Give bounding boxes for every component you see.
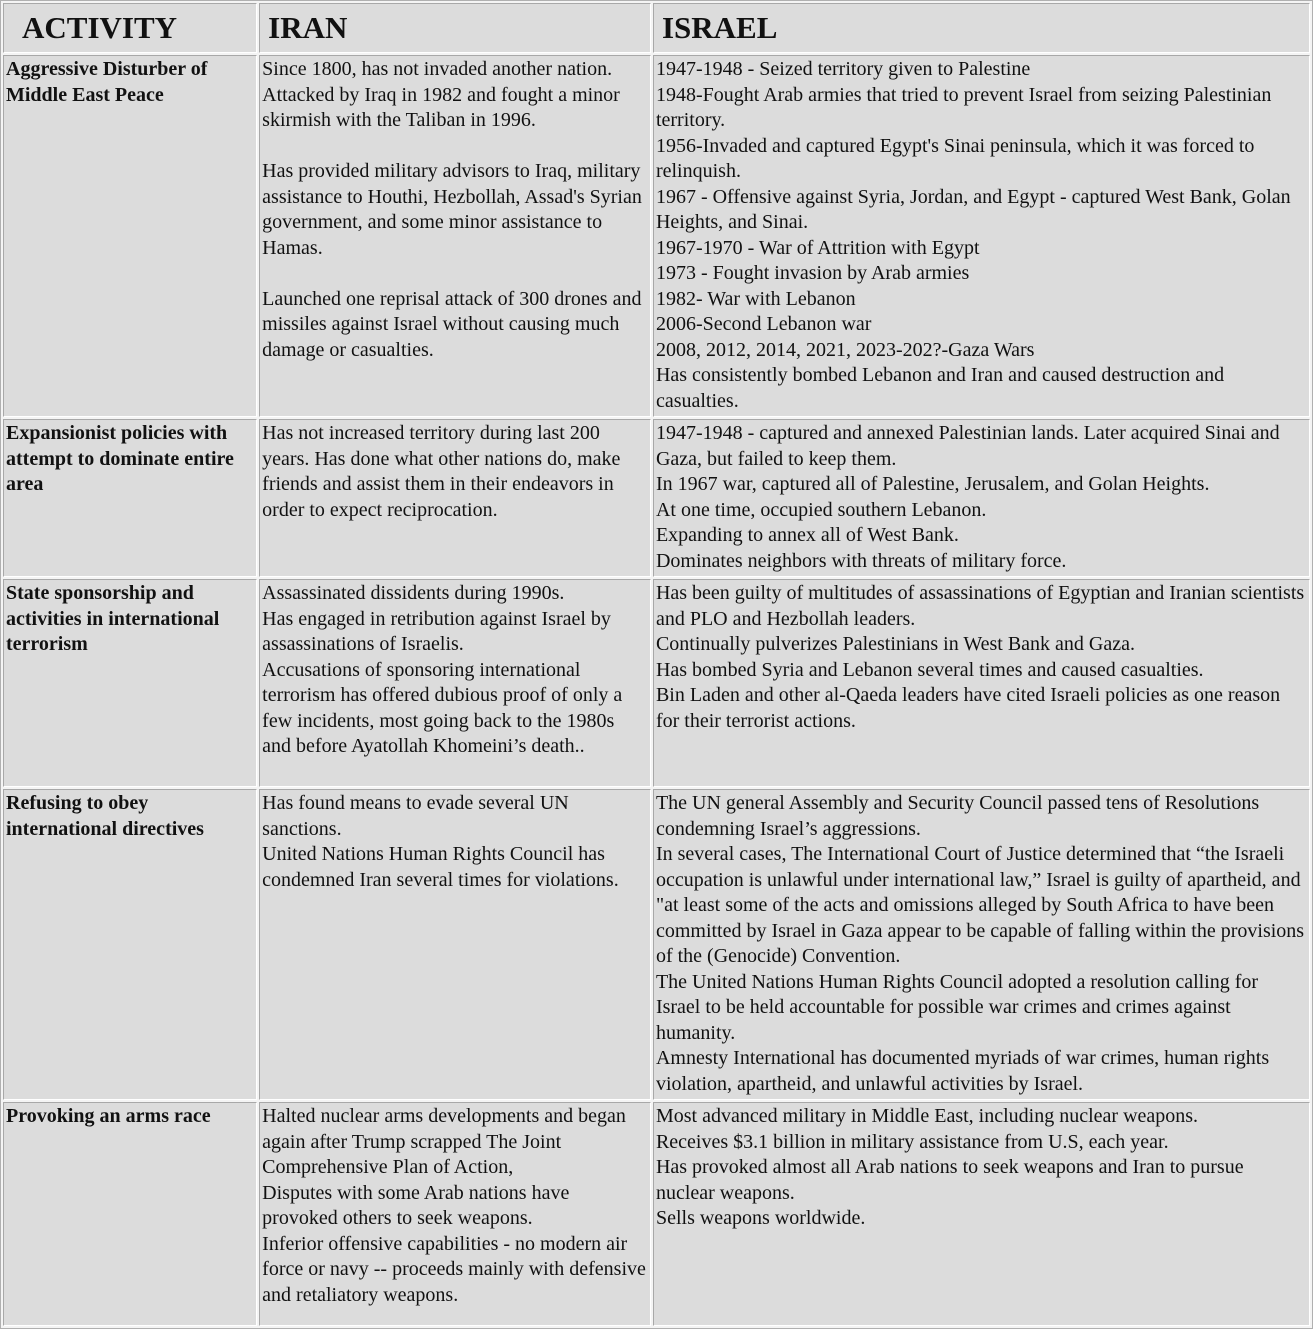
israel-text: Dominates neighbors with threats of military force. xyxy=(655,549,1067,572)
table-row xyxy=(3,55,1310,417)
iran-text: Halted nuclear arms developments and began again after Trump scrapped The Joint Comprehensive Plan of Action, xyxy=(262,1105,626,1178)
israel-text: 1956-Invaded and captured Egypt's Sinai peninsula, which it was forced to relinquish. xyxy=(655,134,1255,182)
iran-text: Since 1800, has not invaded another nation. Attacked by Iraq in 1982 and fought a minor skirmish with the Taliban in 1996. xyxy=(262,58,620,131)
header-iran: IRAN xyxy=(259,3,651,53)
activity-cell: Provoking an arms race xyxy=(3,1102,257,1326)
israel-text: Amnesty International has documented myriads of war crimes, human rights violation, apartheid, and unlawful activities by Israel. xyxy=(655,1047,1270,1095)
activity-cell: State sponsorship and activities in international terrorism xyxy=(3,579,257,787)
israel-text: Has bombed Syria and Lebanon several times and caused casualties. xyxy=(655,658,1204,681)
table-row xyxy=(3,419,1310,577)
israel-text: At one time, occupied southern Lebanon. xyxy=(655,498,987,521)
israel-text: 1967-1970 - War of Attrition with Egypt xyxy=(655,236,980,259)
iran-text: Has found means to evade several UN sanctions. xyxy=(262,792,569,840)
israel-text: In several cases, The International Court of Justice determined that “the Israeli occupation is unlawful under international law,” Israel is guilty of apartheid, and "at least some of the acts and omissions alleged by South Africa to have been committed by Israel in Gaza appear to be capable of falling within the provisions of the (Genocide) Convention. xyxy=(655,843,1305,967)
header-activity: ACTIVITY xyxy=(3,3,257,53)
iran-cell xyxy=(259,579,651,787)
israel-text: In 1967 war, captured all of Palestine, Jerusalem, and Golan Heights. xyxy=(655,473,1210,495)
iran-text: United Nations Human Rights Council has condemned Iran several times for violations. xyxy=(262,843,619,891)
iran-text: Has provided military advisors to Iraq, military assistance to Houthi, Hezbollah, Assad's Syrian government, and some minor assistance to Hamas. xyxy=(262,160,642,259)
israel-text: 1967 - Offensive against Syria, Jordan, and Egypt - captured West Bank, Golan Heights, and Sinai. xyxy=(655,185,1291,233)
israel-cell xyxy=(653,1102,1310,1326)
iran-text: Assassinated dissidents during 1990s. xyxy=(262,582,565,604)
israel-text: Has been guilty of multitudes of assassinations of Egyptian and Iranian scientists and PLO and Hezbollah leaders. xyxy=(655,582,1305,630)
israel-text: 1947-1948 - captured and annexed Palestinian lands. Later acquired Sinai and Gaza, but failed to keep them. xyxy=(655,422,1280,470)
iran-text: Has not increased territory during last 200 years. Has done what other nations do, make friends and assist them in their endeavors in order to expect reciprocation. xyxy=(262,422,621,521)
israel-text: 1973 - Fought invasion by Arab armies xyxy=(655,262,970,284)
israel-text: Continually pulverizes Palestinians in West Bank and Gaza. xyxy=(655,633,1135,655)
iran-text: Has engaged in retribution against Israel by assassinations of Israelis. xyxy=(262,607,611,655)
israel-text: 1948-Fought Arab armies that tried to prevent Israel from seizing Palestinian territory. xyxy=(655,83,1272,131)
israel-cell xyxy=(653,419,1310,577)
israel-text: Most advanced military in Middle East, including nuclear weapons. xyxy=(655,1105,1199,1127)
header-israel: ISRAEL xyxy=(653,3,1310,53)
iran-text: Accusations of sponsoring international terrorism has offered dubious proof of only a few incidents, most going back to the 1980s and before Ayatollah Khomeini’s death.. xyxy=(262,658,623,757)
iran-text: Inferior offensive capabilities - no modern air force or navy -- proceeds mainly with defensive and retaliatory weapons. xyxy=(262,1232,646,1306)
paragraph-gap xyxy=(262,134,648,160)
iran-cell xyxy=(259,419,651,577)
israel-text: Has provoked almost all Arab nations to seek weapons and Iran to pursue nuclear weapons. xyxy=(655,1156,1244,1204)
israel-cell xyxy=(653,789,1310,1100)
iran-text: Launched one reprisal attack of 300 drones and missiles against Israel without causing much damage or casualties. xyxy=(262,287,642,361)
iran-text: Disputes with some Arab nations have provoked others to seek weapons. xyxy=(262,1181,570,1229)
table-row xyxy=(3,579,1310,787)
israel-cell xyxy=(653,55,1310,417)
israel-text: The United Nations Human Rights Council adopted a resolution calling for Israel to be held accountable for possible war crimes and crimes against humanity. xyxy=(655,970,1259,1044)
israel-text: The UN general Assembly and Security Council passed tens of Resolutions condemning Israel’s aggressions. xyxy=(655,792,1260,840)
iran-cell xyxy=(259,789,651,1100)
iran-cell xyxy=(259,1102,651,1326)
israel-text: 2008, 2012, 2014, 2021, 2023-202?-Gaza Wars xyxy=(655,338,1035,361)
table-row xyxy=(3,789,1310,1100)
israel-text: Has consistently bombed Lebanon and Iran and caused destruction and casualties. xyxy=(655,364,1225,412)
activity-cell: Expansionist policies with attempt to dominate entire area xyxy=(3,419,257,577)
israel-text: 2006-Second Lebanon war xyxy=(655,313,872,335)
israel-text: 1947-1948 - Seized territory given to Palestine xyxy=(655,58,1031,80)
israel-text: Sells weapons worldwide. xyxy=(655,1207,866,1229)
iran-cell xyxy=(259,55,651,417)
israel-text: 1982- War with Lebanon xyxy=(655,287,856,310)
israel-text: Receives $3.1 billion in military assistance from U.S, each year. xyxy=(655,1130,1169,1153)
israel-text: Bin Laden and other al-Qaeda leaders have cited Israeli policies as one reason for their terrorist actions. xyxy=(655,684,1281,732)
activity-cell: Aggressive Disturber of Middle East Peace xyxy=(3,55,257,417)
israel-text: Expanding to annex all of West Bank. xyxy=(655,524,959,546)
table-row xyxy=(3,1102,1310,1326)
header-row xyxy=(3,3,1310,53)
israel-cell xyxy=(653,579,1310,787)
activity-cell: Refusing to obey international directives xyxy=(3,789,257,1100)
paragraph-gap xyxy=(262,261,648,287)
